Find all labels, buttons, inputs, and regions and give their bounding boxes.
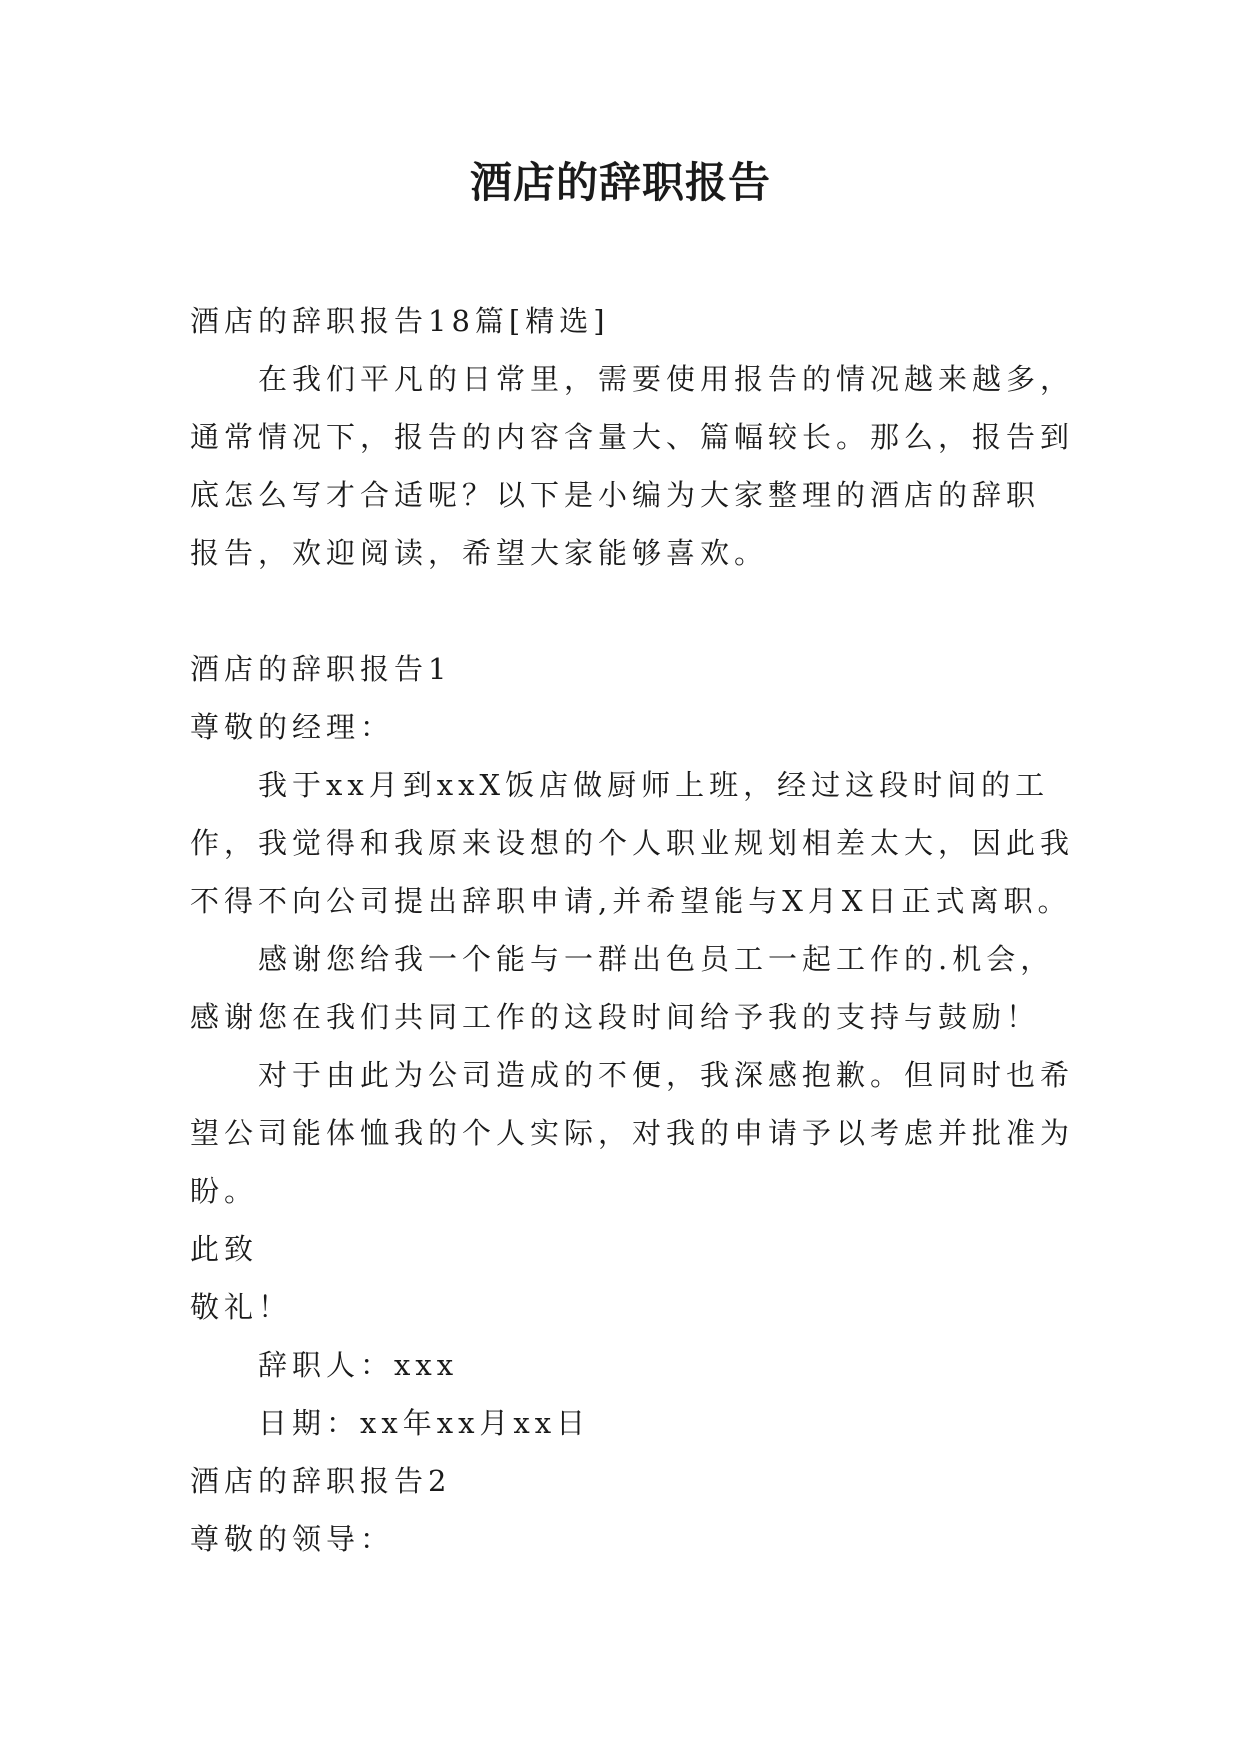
intro-line: 底怎么写才合适呢？以下是小编为大家整理的酒店的辞职 bbox=[190, 478, 1041, 512]
report-1-paragraph-line: 作，我觉得和我原来设想的个人职业规划相差太大，因此我 bbox=[190, 826, 1075, 860]
report-1-paragraph-line: 感谢您给我一个能与一群出色员工一起工作的.机会， bbox=[258, 942, 1055, 976]
report-1-closing: 此致 bbox=[190, 1232, 259, 1266]
intro-line: 通常情况下，报告的内容含量大、篇幅较长。那么，报告到 bbox=[190, 420, 1075, 454]
report-2-salutation: 尊敬的领导： bbox=[190, 1522, 395, 1556]
report-1-paragraph-line: 对于由此为公司造成的不便，我深感抱歉。但同时也希 bbox=[258, 1058, 1075, 1092]
report-2-heading: 酒店的辞职报告2 bbox=[190, 1464, 452, 1498]
report-1-paragraph-line: 盼。 bbox=[190, 1174, 259, 1208]
report-1-closing: 敬礼！ bbox=[190, 1290, 293, 1324]
report-1-paragraph-line: 我于xx月到xxX饭店做厨师上班，经过这段时间的工 bbox=[258, 768, 1050, 802]
report-1-paragraph-line: 望公司能体恤我的个人实际，对我的申请予以考虑并批准为 bbox=[190, 1116, 1075, 1150]
report-1-paragraph-line: 感谢您在我们共同工作的这段时间给予我的支持与鼓励！ bbox=[190, 1000, 1041, 1034]
document-subtitle: 酒店的辞职报告18篇[精选] bbox=[190, 304, 610, 338]
document-body bbox=[190, 292, 1075, 1568]
report-1-paragraph-line: 不得不向公司提出辞职申请,并希望能与X月X日正式离职。 bbox=[190, 884, 1072, 918]
report-1-heading: 酒店的辞职报告1 bbox=[190, 652, 452, 686]
section-spacer bbox=[190, 582, 1060, 640]
report-1-signer: 辞职人：xxx bbox=[258, 1348, 459, 1382]
intro-line: 在我们平凡的日常里，需要使用报告的情况越来越多， bbox=[258, 362, 1075, 396]
report-1-salutation: 尊敬的经理： bbox=[190, 710, 395, 744]
report-1-date: 日期：xx年xx月xx日 bbox=[258, 1406, 591, 1440]
document-title: 酒店的辞职报告 bbox=[469, 158, 771, 207]
intro-line: 报告，欢迎阅读，希望大家能够喜欢。 bbox=[190, 536, 769, 570]
